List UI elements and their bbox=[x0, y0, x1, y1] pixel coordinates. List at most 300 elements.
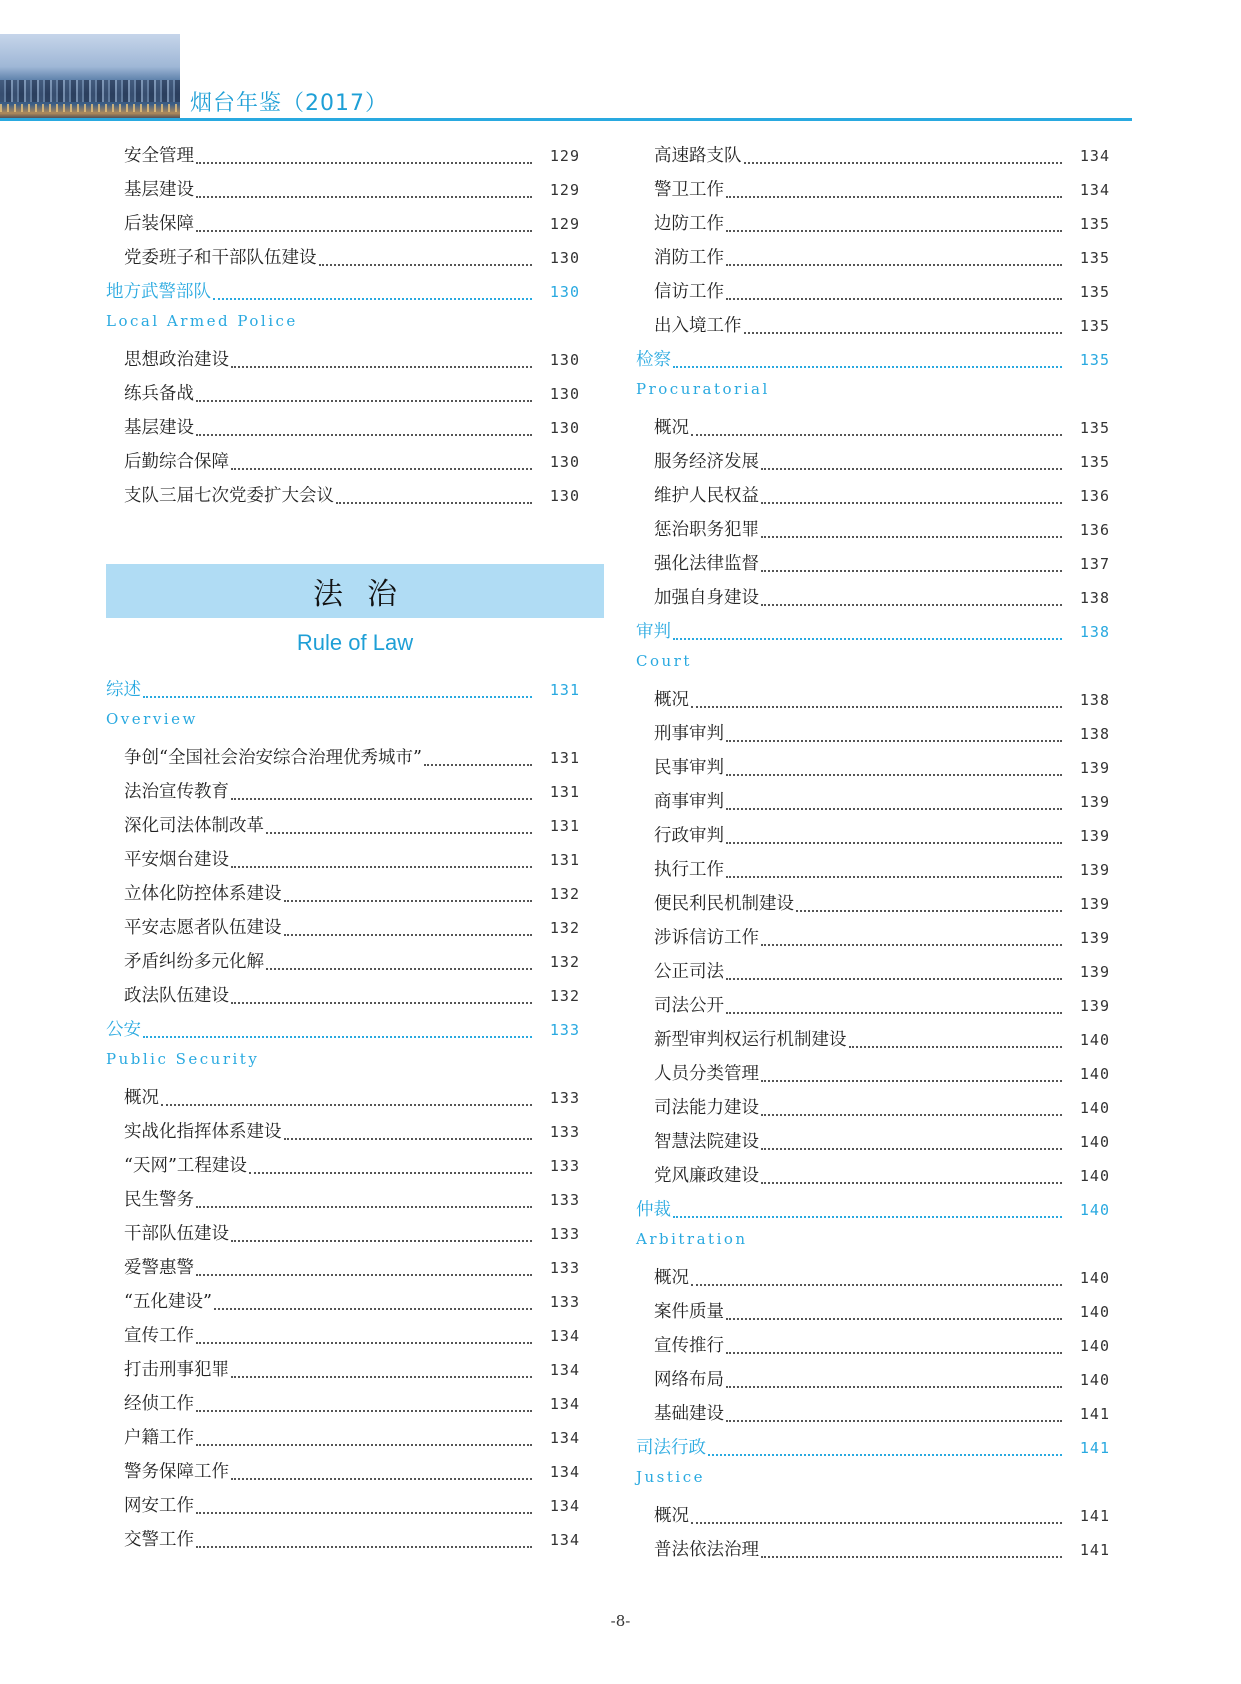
toc-dot-leader bbox=[196, 1341, 532, 1344]
toc-entry-row[interactable] bbox=[636, 958, 1110, 992]
toc-dot-leader bbox=[691, 705, 1062, 708]
toc-section-english-row bbox=[106, 710, 580, 744]
toc-page-number: 139 bbox=[1079, 929, 1110, 947]
toc-page-number: 139 bbox=[1079, 963, 1110, 981]
toc-page-number: 138 bbox=[1079, 623, 1110, 641]
toc-entry-row[interactable] bbox=[106, 982, 580, 1016]
toc-section-english-title: Court bbox=[636, 652, 692, 670]
toc-entry-title: 法治宣传教育 bbox=[124, 782, 229, 802]
toc-dot-leader bbox=[761, 1555, 1062, 1558]
toc-entry-title: 司法公开 bbox=[654, 996, 724, 1016]
toc-page-number: 134 bbox=[1079, 147, 1110, 165]
toc-entry-row[interactable] bbox=[636, 244, 1110, 278]
toc-entry-title: 出入境工作 bbox=[654, 316, 742, 336]
toc-entry-title: 后勤综合保障 bbox=[124, 452, 229, 472]
toc-entry-row[interactable] bbox=[106, 1356, 580, 1390]
toc-page-number: 133 bbox=[549, 1157, 580, 1175]
toc-dot-leader bbox=[231, 1477, 532, 1480]
toc-dot-leader bbox=[231, 797, 532, 800]
toc-dot-leader bbox=[231, 467, 532, 470]
toc-entry-row[interactable] bbox=[636, 550, 1110, 584]
toc-entry-title: “天网”工程建设 bbox=[124, 1156, 247, 1176]
toc-entry-title: 概况 bbox=[654, 1268, 689, 1288]
chapter-banner bbox=[106, 564, 604, 618]
toc-entry-title: 新型审判权运行机制建设 bbox=[654, 1030, 847, 1050]
toc-page-number: 140 bbox=[1079, 1167, 1110, 1185]
toc-dot-leader bbox=[673, 637, 1062, 640]
chapter-subtitle: Rule of Law bbox=[296, 630, 414, 655]
toc-entry-row[interactable] bbox=[636, 1366, 1110, 1400]
toc-page-number: 132 bbox=[549, 953, 580, 971]
toc-entry-row[interactable] bbox=[106, 744, 580, 778]
toc-entry-title: 立体化防控体系建设 bbox=[124, 884, 282, 904]
toc-dot-leader bbox=[196, 1443, 532, 1446]
toc-entry-title: 支队三届七次党委扩大会议 bbox=[124, 486, 334, 506]
toc-section-english-row bbox=[106, 1050, 580, 1084]
toc-entry-title: 概况 bbox=[124, 1088, 159, 1108]
toc-dot-leader bbox=[761, 501, 1062, 504]
toc-page-number: 135 bbox=[1079, 351, 1110, 369]
toc-entry-title: 检察 bbox=[636, 350, 671, 370]
toc-entry-title: 案件质量 bbox=[654, 1302, 724, 1322]
toc-entry-row[interactable] bbox=[106, 948, 580, 982]
toc-dot-leader bbox=[284, 899, 533, 902]
toc-page-number: 139 bbox=[1079, 895, 1110, 913]
toc-section-english-row bbox=[636, 652, 1110, 686]
toc-entry-row[interactable] bbox=[106, 142, 580, 176]
toc-dot-leader bbox=[726, 1351, 1062, 1354]
toc-dot-leader bbox=[143, 695, 532, 698]
toc-dot-leader bbox=[266, 831, 532, 834]
toc-page-number: 135 bbox=[1079, 419, 1110, 437]
toc-dot-leader bbox=[761, 1113, 1062, 1116]
toc-entry-title: 争创“全国社会治安综合治理优秀城市” bbox=[124, 748, 422, 768]
toc-dot-leader bbox=[726, 297, 1062, 300]
toc-entry-row[interactable] bbox=[106, 414, 580, 448]
toc-dot-leader bbox=[726, 195, 1062, 198]
toc-page-number: 139 bbox=[1079, 759, 1110, 777]
toc-page-number: 138 bbox=[1079, 725, 1110, 743]
toc-entry-row[interactable] bbox=[106, 1526, 580, 1560]
toc-dot-leader bbox=[231, 1001, 532, 1004]
toc-entry-row[interactable] bbox=[106, 176, 580, 210]
toc-entry-title: 强化法律监督 bbox=[654, 554, 759, 574]
toc-dot-leader bbox=[691, 1521, 1062, 1524]
toc-entry-row[interactable] bbox=[636, 720, 1110, 754]
toc-entry-row[interactable] bbox=[106, 380, 580, 414]
toc-dot-leader bbox=[708, 1453, 1062, 1456]
page-number: -8- bbox=[610, 1612, 631, 1630]
toc-dot-leader bbox=[673, 365, 1062, 368]
toc-section-english-title: Overview bbox=[106, 710, 198, 728]
toc-page-number: 131 bbox=[549, 681, 580, 699]
toc-entry-title: 民生警务 bbox=[124, 1190, 194, 1210]
toc-dot-leader bbox=[319, 263, 533, 266]
toc-page-number: 130 bbox=[549, 249, 580, 267]
toc-entry-title: 司法能力建设 bbox=[654, 1098, 759, 1118]
header-photo-skyline bbox=[0, 80, 180, 102]
toc-page-number: 130 bbox=[549, 351, 580, 369]
toc-entry-title: 司法行政 bbox=[636, 1438, 706, 1458]
toc-entry-row[interactable] bbox=[106, 1186, 580, 1220]
toc-dot-leader bbox=[726, 807, 1062, 810]
toc-entry-title: 平安烟台建设 bbox=[124, 850, 229, 870]
toc-dot-leader bbox=[424, 763, 532, 766]
toc-dot-leader bbox=[196, 195, 532, 198]
toc-dot-leader bbox=[761, 1147, 1062, 1150]
toc-page-number: 132 bbox=[549, 987, 580, 1005]
toc-entry-title: 高速路支队 bbox=[654, 146, 742, 166]
toc-page-number: 141 bbox=[1079, 1507, 1110, 1525]
toc-entry-row[interactable] bbox=[636, 822, 1110, 856]
toc-dot-leader bbox=[726, 229, 1062, 232]
toc-column-left-bottom bbox=[106, 676, 580, 1560]
toc-entry-title: 户籍工作 bbox=[124, 1428, 194, 1448]
toc-entry-title: 涉诉信访工作 bbox=[654, 928, 759, 948]
toc-entry-row[interactable] bbox=[636, 1332, 1110, 1366]
toc-entry-title: 深化司法体制改革 bbox=[124, 816, 264, 836]
toc-entry-title: 概况 bbox=[654, 690, 689, 710]
toc-page-number: 133 bbox=[549, 1293, 580, 1311]
toc-page-number: 137 bbox=[1079, 555, 1110, 573]
toc-entry-title: 宣传工作 bbox=[124, 1326, 194, 1346]
toc-page-number: 138 bbox=[1079, 691, 1110, 709]
toc-entry-row[interactable] bbox=[106, 1390, 580, 1424]
toc-entry-title: 概况 bbox=[654, 418, 689, 438]
toc-dot-leader bbox=[726, 1385, 1062, 1388]
toc-entry-title: 宣传推行 bbox=[654, 1336, 724, 1356]
toc-column-right bbox=[636, 142, 1110, 1570]
toc-entry-row[interactable] bbox=[106, 1220, 580, 1254]
toc-entry-row[interactable] bbox=[636, 686, 1110, 720]
toc-dot-leader bbox=[196, 1273, 532, 1276]
toc-entry-title: 边防工作 bbox=[654, 214, 724, 234]
toc-entry-title: 练兵备战 bbox=[124, 384, 194, 404]
toc-dot-leader bbox=[761, 535, 1062, 538]
toc-entry-row[interactable] bbox=[636, 924, 1110, 958]
toc-entry-title: 普法依法治理 bbox=[654, 1540, 759, 1560]
toc-entry-row[interactable] bbox=[106, 880, 580, 914]
toc-entry-row[interactable] bbox=[636, 1162, 1110, 1196]
toc-page-number: 135 bbox=[1079, 215, 1110, 233]
toc-dot-leader bbox=[726, 977, 1062, 980]
toc-entry-row[interactable] bbox=[636, 1502, 1110, 1536]
toc-dot-leader bbox=[196, 433, 532, 436]
toc-section-english-row bbox=[106, 312, 580, 346]
toc-page-number: 141 bbox=[1079, 1405, 1110, 1423]
toc-page-number: 134 bbox=[549, 1327, 580, 1345]
toc-entry-title: 便民利民机制建设 bbox=[654, 894, 794, 914]
toc-page-number: 139 bbox=[1079, 997, 1110, 1015]
header-city-photo bbox=[0, 34, 180, 120]
toc-dot-leader bbox=[284, 933, 533, 936]
toc-page-number: 130 bbox=[549, 487, 580, 505]
toc-dot-leader bbox=[196, 1545, 532, 1548]
toc-entry-title: 惩治职务犯罪 bbox=[654, 520, 759, 540]
toc-entry-row[interactable] bbox=[106, 846, 580, 880]
toc-page-number: 140 bbox=[1079, 1201, 1110, 1219]
toc-section-row[interactable] bbox=[636, 1434, 1110, 1468]
toc-entry-title: 党风廉政建设 bbox=[654, 1166, 759, 1186]
toc-entry-row[interactable] bbox=[106, 914, 580, 948]
toc-entry-row[interactable] bbox=[106, 778, 580, 812]
toc-entry-title: 概况 bbox=[654, 1506, 689, 1526]
toc-entry-row[interactable] bbox=[106, 1288, 580, 1322]
toc-dot-leader bbox=[691, 1283, 1062, 1286]
toc-entry-row[interactable] bbox=[636, 516, 1110, 550]
toc-entry-title: 平安志愿者队伍建设 bbox=[124, 918, 282, 938]
toc-page-number: 141 bbox=[1079, 1541, 1110, 1559]
toc-dot-leader bbox=[726, 1317, 1062, 1320]
toc-dot-leader bbox=[673, 1215, 1062, 1218]
toc-entry-title: 爱警惠警 bbox=[124, 1258, 194, 1278]
toc-page-number: 134 bbox=[549, 1463, 580, 1481]
toc-entry-title: 实战化指挥体系建设 bbox=[124, 1122, 282, 1142]
toc-entry-title: 加强自身建设 bbox=[654, 588, 759, 608]
toc-page-number: 140 bbox=[1079, 1303, 1110, 1321]
toc-dot-leader bbox=[231, 365, 532, 368]
toc-dot-leader bbox=[231, 1239, 532, 1242]
toc-dot-leader bbox=[196, 399, 532, 402]
toc-entry-row[interactable] bbox=[106, 482, 580, 516]
toc-entry-title: 警务保障工作 bbox=[124, 1462, 229, 1482]
toc-entry-title: 审判 bbox=[636, 622, 671, 642]
toc-entry-row[interactable] bbox=[106, 210, 580, 244]
toc-page-number: 138 bbox=[1079, 589, 1110, 607]
toc-page-number: 141 bbox=[1079, 1439, 1110, 1457]
toc-page-number: 140 bbox=[1079, 1133, 1110, 1151]
toc-section-row[interactable] bbox=[636, 1196, 1110, 1230]
toc-entry-row[interactable] bbox=[636, 312, 1110, 346]
toc-dot-leader bbox=[726, 1419, 1062, 1422]
toc-dot-leader bbox=[161, 1103, 532, 1106]
toc-section-english-title: Arbitration bbox=[636, 1230, 748, 1248]
toc-entry-row[interactable] bbox=[106, 1152, 580, 1186]
toc-dot-leader bbox=[761, 467, 1062, 470]
header-rule bbox=[0, 118, 1132, 121]
toc-dot-leader bbox=[196, 1409, 532, 1412]
toc-dot-leader bbox=[266, 967, 532, 970]
toc-entry-row[interactable] bbox=[106, 812, 580, 846]
toc-page-number: 135 bbox=[1079, 317, 1110, 335]
toc-entry-row[interactable] bbox=[106, 1084, 580, 1118]
toc-page-number: 133 bbox=[549, 1191, 580, 1209]
toc-dot-leader bbox=[726, 875, 1062, 878]
toc-entry-title: 商事审判 bbox=[654, 792, 724, 812]
toc-section-english-title: Public Security bbox=[106, 1050, 260, 1068]
toc-entry-title: 综述 bbox=[106, 680, 141, 700]
toc-page-number: 129 bbox=[549, 181, 580, 199]
toc-entry-title: “五化建设” bbox=[124, 1292, 212, 1312]
toc-entry-title: 人员分类管理 bbox=[654, 1064, 759, 1084]
toc-entry-title: 交警工作 bbox=[124, 1530, 194, 1550]
toc-entry-row[interactable] bbox=[636, 1094, 1110, 1128]
toc-entry-title: 安全管理 bbox=[124, 146, 194, 166]
toc-page-number: 134 bbox=[1079, 181, 1110, 199]
toc-dot-leader bbox=[744, 331, 1063, 334]
toc-page-number: 133 bbox=[549, 1259, 580, 1277]
toc-section-english-row bbox=[636, 1230, 1110, 1264]
toc-page-number: 133 bbox=[549, 1225, 580, 1243]
toc-dot-leader bbox=[213, 297, 532, 300]
toc-entry-title: 矛盾纠纷多元化解 bbox=[124, 952, 264, 972]
toc-section-english-row bbox=[636, 380, 1110, 414]
toc-page-number: 132 bbox=[549, 885, 580, 903]
chapter-title: 法治 bbox=[313, 577, 421, 612]
toc-section-row[interactable] bbox=[636, 346, 1110, 380]
toc-entry-row[interactable] bbox=[636, 278, 1110, 312]
toc-entry-row[interactable] bbox=[636, 584, 1110, 618]
toc-page-number: 140 bbox=[1079, 1031, 1110, 1049]
toc-page-number: 134 bbox=[549, 1361, 580, 1379]
toc-dot-leader bbox=[249, 1171, 532, 1174]
toc-entry-row[interactable] bbox=[636, 414, 1110, 448]
toc-page-number: 129 bbox=[549, 215, 580, 233]
toc-entry-row[interactable] bbox=[106, 346, 580, 380]
toc-page-number: 130 bbox=[549, 419, 580, 437]
toc-page-number: 136 bbox=[1079, 521, 1110, 539]
toc-section-row[interactable] bbox=[106, 1016, 580, 1050]
toc-dot-leader bbox=[726, 773, 1062, 776]
toc-section-english-title: Local Armed Police bbox=[106, 312, 298, 330]
toc-entry-title: 维护人民权益 bbox=[654, 486, 759, 506]
toc-section-row[interactable] bbox=[636, 618, 1110, 652]
toc-section-row[interactable] bbox=[106, 278, 580, 312]
toc-entry-title: 网安工作 bbox=[124, 1496, 194, 1516]
toc-page-number: 140 bbox=[1079, 1099, 1110, 1117]
toc-dot-leader bbox=[214, 1307, 532, 1310]
toc-entry-row[interactable] bbox=[636, 1400, 1110, 1434]
toc-page-number: 134 bbox=[549, 1497, 580, 1515]
toc-entry-row[interactable] bbox=[636, 788, 1110, 822]
toc-dot-leader bbox=[196, 229, 532, 232]
toc-entry-title: 经侦工作 bbox=[124, 1394, 194, 1414]
toc-entry-title: 后装保障 bbox=[124, 214, 194, 234]
toc-page-number: 130 bbox=[549, 283, 580, 301]
toc-entry-row[interactable] bbox=[636, 754, 1110, 788]
toc-page-number: 131 bbox=[549, 749, 580, 767]
toc-entry-row[interactable] bbox=[636, 890, 1110, 924]
toc-entry-title: 刑事审判 bbox=[654, 724, 724, 744]
toc-page-number: 136 bbox=[1079, 487, 1110, 505]
toc-dot-leader bbox=[726, 1011, 1062, 1014]
toc-entry-row[interactable] bbox=[636, 176, 1110, 210]
toc-page-number: 133 bbox=[549, 1089, 580, 1107]
toc-entry-row[interactable] bbox=[106, 448, 580, 482]
toc-page-number: 135 bbox=[1079, 283, 1110, 301]
toc-entry-title: 地方武警部队 bbox=[106, 282, 211, 302]
toc-entry-row[interactable] bbox=[106, 1118, 580, 1152]
toc-page-number: 132 bbox=[549, 919, 580, 937]
toc-page-number: 131 bbox=[549, 817, 580, 835]
toc-page-number: 140 bbox=[1079, 1337, 1110, 1355]
toc-page-number: 140 bbox=[1079, 1065, 1110, 1083]
toc-page-number: 134 bbox=[549, 1429, 580, 1447]
toc-dot-leader bbox=[726, 739, 1062, 742]
toc-dot-leader bbox=[231, 1375, 532, 1378]
toc-entry-row[interactable] bbox=[636, 1264, 1110, 1298]
toc-dot-leader bbox=[284, 1137, 533, 1140]
toc-entry-row[interactable] bbox=[106, 1424, 580, 1458]
toc-entry-row[interactable] bbox=[106, 1458, 580, 1492]
toc-section-english-title: Procuratorial bbox=[636, 380, 770, 398]
toc-entry-row[interactable] bbox=[636, 210, 1110, 244]
toc-entry-title: 网络布局 bbox=[654, 1370, 724, 1390]
toc-entry-row[interactable] bbox=[106, 1254, 580, 1288]
toc-dot-leader bbox=[849, 1045, 1063, 1048]
toc-dot-leader bbox=[231, 865, 532, 868]
toc-page-number: 134 bbox=[549, 1395, 580, 1413]
toc-dot-leader bbox=[761, 603, 1062, 606]
toc-section-english-title: Justice bbox=[636, 1468, 705, 1486]
toc-entry-row[interactable] bbox=[636, 856, 1110, 890]
toc-entry-title: 消防工作 bbox=[654, 248, 724, 268]
toc-dot-leader bbox=[726, 841, 1062, 844]
toc-entry-title: 基础建设 bbox=[654, 1404, 724, 1424]
toc-page-number: 139 bbox=[1079, 861, 1110, 879]
toc-dot-leader bbox=[691, 433, 1062, 436]
toc-page-number: 135 bbox=[1079, 453, 1110, 471]
toc-dot-leader bbox=[143, 1035, 532, 1038]
toc-entry-row[interactable] bbox=[636, 482, 1110, 516]
toc-entry-row[interactable] bbox=[636, 1060, 1110, 1094]
toc-dot-leader bbox=[196, 161, 532, 164]
toc-dot-leader bbox=[196, 1511, 532, 1514]
toc-page-number: 130 bbox=[549, 453, 580, 471]
toc-dot-leader bbox=[744, 161, 1063, 164]
toc-page-number: 140 bbox=[1079, 1371, 1110, 1389]
toc-entry-row[interactable] bbox=[636, 448, 1110, 482]
toc-entry-row[interactable] bbox=[636, 1128, 1110, 1162]
toc-dot-leader bbox=[761, 943, 1062, 946]
toc-page-number: 139 bbox=[1079, 793, 1110, 811]
toc-dot-leader bbox=[796, 909, 1062, 912]
toc-entry-title: 公正司法 bbox=[654, 962, 724, 982]
toc-entry-title: 行政审判 bbox=[654, 826, 724, 846]
toc-page-number: 130 bbox=[549, 385, 580, 403]
toc-entry-row[interactable] bbox=[636, 992, 1110, 1026]
toc-section-english-row bbox=[636, 1468, 1110, 1502]
toc-entry-title: 仲裁 bbox=[636, 1200, 671, 1220]
toc-entry-row[interactable] bbox=[106, 1492, 580, 1526]
toc-dot-leader bbox=[761, 1079, 1062, 1082]
toc-entry-row[interactable] bbox=[636, 142, 1110, 176]
toc-entry-row[interactable] bbox=[106, 244, 580, 278]
header-photo-lights bbox=[0, 104, 180, 112]
toc-entry-title: 打击刑事犯罪 bbox=[124, 1360, 229, 1380]
toc-page-number: 134 bbox=[549, 1531, 580, 1549]
toc-page-number: 139 bbox=[1079, 827, 1110, 845]
toc-entry-title: 思想政治建设 bbox=[124, 350, 229, 370]
yearbook-title: 烟台年鉴（2017） bbox=[190, 91, 388, 116]
toc-entry-title: 公安 bbox=[106, 1020, 141, 1040]
toc-entry-row[interactable] bbox=[106, 1322, 580, 1356]
toc-page-number: 135 bbox=[1079, 249, 1110, 267]
toc-entry-title: 干部队伍建设 bbox=[124, 1224, 229, 1244]
toc-entry-row[interactable] bbox=[636, 1298, 1110, 1332]
toc-entry-title: 基层建设 bbox=[124, 180, 194, 200]
toc-entry-title: 基层建设 bbox=[124, 418, 194, 438]
toc-entry-row[interactable] bbox=[636, 1026, 1110, 1060]
toc-section-row[interactable] bbox=[106, 676, 580, 710]
toc-page-number: 140 bbox=[1079, 1269, 1110, 1287]
toc-entry-row[interactable] bbox=[636, 1536, 1110, 1570]
toc-page-number: 131 bbox=[549, 851, 580, 869]
toc-entry-title: 服务经济发展 bbox=[654, 452, 759, 472]
toc-page-number: 129 bbox=[549, 147, 580, 165]
toc-dot-leader bbox=[336, 501, 532, 504]
toc-entry-title: 执行工作 bbox=[654, 860, 724, 880]
